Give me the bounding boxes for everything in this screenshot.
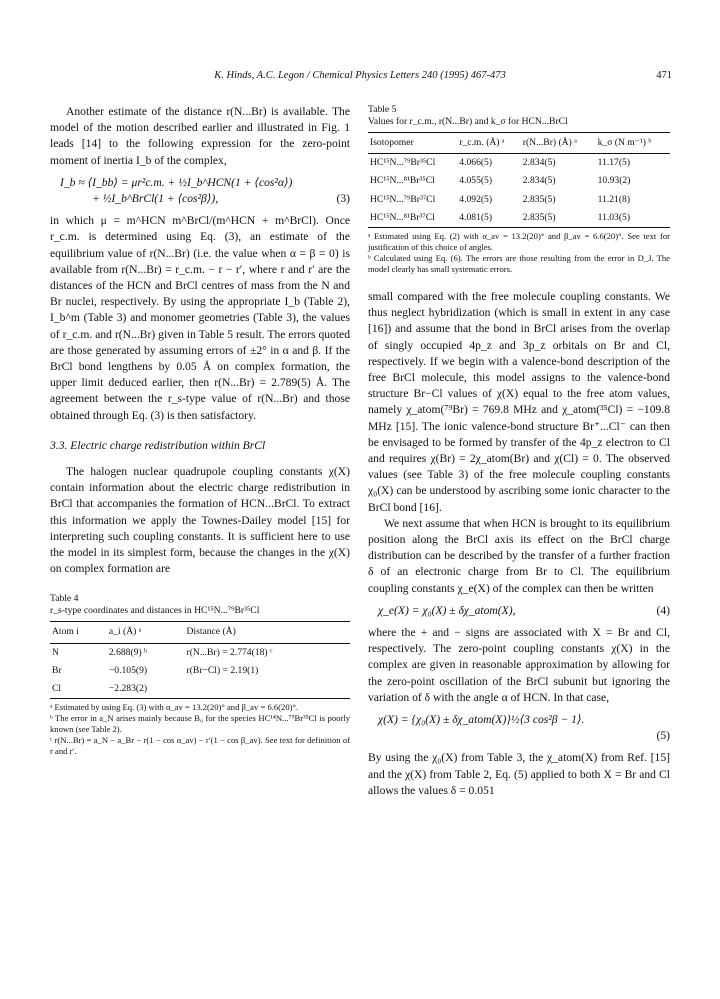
table-cell: 10.93(2) — [597, 175, 631, 187]
table-cell: 4.055(5) — [459, 175, 493, 187]
table-cell: HC¹⁵N...⁷⁹Br³⁵Cl — [370, 157, 436, 169]
table-cell: −2.283(2) — [107, 680, 185, 699]
table-cell: −0.105(9) — [108, 664, 148, 676]
table-row — [50, 680, 350, 699]
table-row — [50, 643, 350, 662]
column-header: r(N...Br) (Å) ᵃ — [521, 133, 596, 154]
data-table — [368, 132, 670, 228]
table-caption: Table 5 — [368, 104, 397, 115]
table-row — [368, 172, 670, 190]
equation-line: I_b ≈ ⟨I_bb⟩ = μr²c.m. + ½I_b^HCN(1 + ⟨cos²α⟩) — [60, 175, 293, 189]
column-header: Distance (Å) — [185, 622, 351, 643]
paragraph: The halogen nuclear quadrupole coupling constants χ(X) contain information about the electric charge redistribution in BrCl that accompanies the formation of HCN...BrCl. To extract this information we apply the Townes-Dailey model [15] for interpreting such coupling constants. It is sufficient here to use the model in its simplest form, because the changes in the χ(X) on complex formation are — [50, 465, 350, 576]
table-row — [50, 662, 350, 680]
table-4 — [50, 593, 350, 757]
table-cell: r(Br−Cl) = 2.19(1) — [186, 664, 259, 676]
equation-5 — [368, 712, 670, 744]
column-header: Atom i — [50, 622, 107, 643]
table-cell: 2.835(5) — [521, 209, 596, 228]
footnote: ᵇ Calculated using Eq. (6). The errors are those resulting from the error in D_J. The model clearly has small systematic errors. — [368, 253, 670, 275]
table-row — [368, 209, 670, 228]
equation-line: χ_e(X) = χ₀(X) ± δχ_atom(X), — [378, 603, 516, 617]
equation-line: χ(X) = {χ₀(X) ± δχ_atom(X)}½⟨3 cos²β − 1⟩. — [378, 713, 585, 727]
column-header: Isotopomer — [368, 133, 457, 154]
table-cell: 4.066(5) — [459, 157, 493, 169]
table-cell: 2.834(5) — [522, 175, 556, 187]
paragraph: in which μ = m^HCN m^BrCl/(m^HCN + m^BrCl). Once r_c.m. is determined using Eq. (3), an estimate of the equilibrium value of r(N...Br) (i.e. the value when α = β = 0) is available from r(N...Br) = r_c.m. − r − r′, where r and r′ are the distances of the HCN and BrCl centres of mass from the N and Br nuclei, respectively. By using the appropriate I_b (Table 2), I_b^m (Table 3) and monomer geometries (Table 3), the values of r_c.m. and r(N...Br) given in Table 5 result. The errors quoted are those generated by assuming errors of ±2° in α and β. If the BrCl bond lengthens by 0.05 Å on complex formation, the upper limit deduced earlier, then r(N...Br) = 2.789(5) Å. The agreement between the r_s-type value of r(N...Br) and those obtained through Eq. (3) is then satisfactory. — [50, 214, 350, 422]
paragraph: By using the χ₀(X) from Table 3, the χ_atom(X) from Ref. [15] and the χ(X) from Table 2, Eq. (5) applied to both X = Br and Cl allows the values δ = 0.051 — [368, 751, 670, 797]
left-column — [50, 104, 350, 757]
table-cell: 11.17(5) — [597, 157, 631, 169]
table-cell: 4.081(5) — [457, 209, 521, 228]
table-cell: 4.092(5) — [459, 193, 493, 205]
table-cell: 11.21(8) — [597, 193, 631, 205]
column-header: k_σ (N m⁻¹) ᵇ — [596, 133, 670, 154]
table-row — [368, 191, 670, 209]
table-cell — [185, 680, 351, 699]
paragraph: small compared with the free molecule coupling constants. We thus neglect hybridization (which is small in extent in any case [16]) and assume that the bond in BrCl arises from the overlap of singly occupied 4p_z and 3p_z orbitals on Br and Cl, respectively. If we begin with a valence-bond description of the free BrCl molecule, this model assigns to the valence-bond structure Br−Cl values of χ(X) equal to the free atom values, namely χ_atom(⁷⁹Br) = 769.8 MHz and χ_atom(³⁵Cl) = −109.8 MHz [15]. The ionic valence-bond structure Br⁺...Cl⁻ can then be envisaged to be formed by transfer of the 4p_z electron to Cl and requires χ(Br) = 2χ_atom(Br) and χ(Cl) = 0. The observed values (see Table 3) of the free molecule coupling constants χ₀(X) can be understood by ascribing some ionic character to the BrCl bond [16]. — [368, 290, 670, 514]
table-cell: HC¹⁵N...⁸¹Br³⁵Cl — [370, 175, 435, 187]
data-table — [50, 621, 350, 699]
paragraph: where the + and − signs are associated with X = Br and Cl, respectively. The zero-point coupling constants χ(X) in the complex are given in reasonable approximation by allowing for the zero-point oscillation of the BrCl subunit but ignoring the variation of δ with the angle α of HCN. In that case, — [368, 626, 670, 704]
equation-number: (3) — [336, 191, 350, 205]
table-cell: 2.834(5) — [522, 157, 556, 169]
footnote: ᵃ Estimated using Eq. (2) with α_av = 13.2(20)° and β_av = 6.6(20)°. See text for justification of this choice of angles. — [368, 231, 670, 253]
table-cell: Cl — [50, 680, 107, 699]
column-header: a_i (Å) ᵃ — [107, 622, 185, 643]
running-title: K. Hinds, A.C. Legon / Chemical Physics Letters 240 (1995) 467-473 — [214, 70, 506, 81]
equation-3 — [50, 175, 350, 207]
table-cell: r(N...Br) = 2.774(18) ᶜ — [186, 646, 273, 658]
table-caption: Table 4 — [50, 593, 79, 605]
page-number: 471 — [656, 70, 672, 81]
footnote: ᵇ The error in a_N arises mainly because B₀ for the species HC¹⁴N...⁷⁹Br³⁵Cl is poorly known (see Table 2). — [50, 713, 350, 735]
equation-number: (5) — [656, 729, 670, 743]
table-cell: 2.688(9) ᵇ — [108, 646, 148, 658]
right-column — [368, 104, 670, 799]
table-cell: HC¹⁵N...⁷⁹Br³⁷Cl — [370, 193, 436, 205]
equation-line: + ½I_b^BrCl(1 + ⟨cos²β⟩), — [92, 192, 219, 206]
footnote: ᵃ Estimated by using Eq. (3) with α_av = 13.2(20)° and β_av = 6.6(20)°. — [50, 702, 299, 713]
table-cell: N — [52, 646, 59, 658]
table-row — [368, 154, 670, 173]
table-cell: 2.835(5) — [522, 193, 556, 205]
footnote: ᶜ r(N...Br) = a_N − a_Br − r(1 − cos α_av) − r′(1 − cos β_av). See text for definition of r and r′. — [50, 735, 350, 757]
paragraph: Another estimate of the distance r(N...Br) is available. The model of the motion described earlier and illustrated in Fig. 1 leads [14] to the following expression for the zero-point moment of inertia I_b of the complex, — [50, 105, 350, 167]
paragraph: We next assume that when HCN is brought to its equilibrium position along the BrCl axis its effect on the BrCl charge distribution can be described by the transfer of a further fraction δ of an electronic charge from Br to Cl. The equilibrium coupling constants χ_e(X) of the complex can then be written — [368, 516, 670, 595]
equation-number: (4) — [656, 603, 670, 617]
table-subcaption: Values for r_c.m., r(N...Br) and k_σ for HCN...BrCl — [368, 116, 568, 127]
section-title: 3.3. Electric charge redistribution within BrCl — [50, 438, 266, 452]
table-cell: 11.03(5) — [596, 209, 670, 228]
equation-4 — [368, 603, 670, 619]
column-header: r_c.m. (Å) ᵃ — [457, 133, 521, 154]
table-cell: Br — [52, 664, 62, 676]
table-subcaption: r_s-type coordinates and distances in HC¹⁵N...⁷⁹Br³⁵Cl — [50, 605, 260, 617]
table-5 — [368, 104, 670, 275]
table-cell: HC¹⁵N...⁸¹Br³⁷Cl — [368, 209, 457, 228]
